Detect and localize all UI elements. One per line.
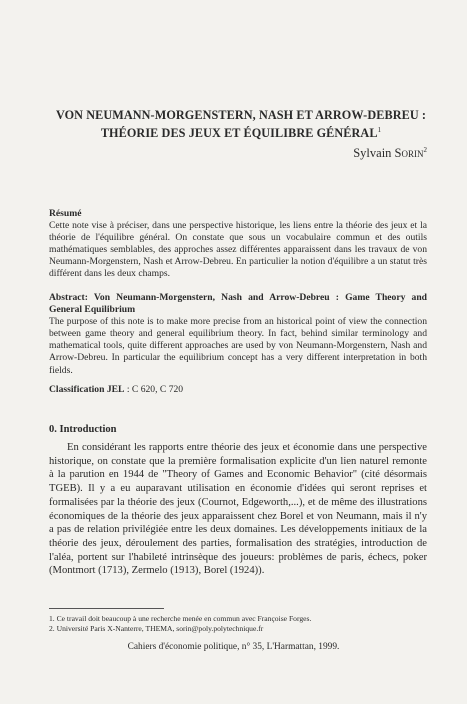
intro-paragraph: En considérant les rapports entre théorie des jeux et économie dans une perspective historique, on constate que la première formalisation explicite d'un lien naturel remonte à la parution en 1944 de "Theory of Games and Economic Behavior" (cité désormais TGEB). Il y a eu auparavant utilisation en économie d'idées qui seront reprises et formalisées par la théorie des jeux (Cournot, Edgeworth,...), et de même des illustrations économiques de la théorie des jeux apparaissent chez Borel et von Neumann, mais il n'y a pas de relation privilégiée entre les deux domaines. Les développements initiaux de la théorie des jeux, déroulement des parties, formalisation des stratégies, introduction de l'aléa, portent sur l'habileté intrinsèque des joueurs: problèmes de paris, échecs, poker (Montmort (1713), Zermelo (1913), Borel (1924)). (49, 442, 427, 577)
classification-line (49, 384, 427, 396)
footnote-1: 1. Ce travail doit beaucoup à une recherche menée en commun avec Françoise Forges. (49, 614, 312, 623)
resume-text: Cette note vise à préciser, dans une perspective historique, les liens entre la théorie des jeux et la théorie de l'équilibre général. On constate que sous un vocabulaire commun et des outils mathématiques semblables, des approches assez différentes apparaissent dans les travaux de von Neumann-Morgenstern, Nash et Arrow-Debreu. En particulier la notion d'équilibre a un statut très différent dans les deux champs. (49, 220, 427, 280)
footnote-rule (49, 608, 164, 609)
paper-title (40, 108, 442, 141)
author-last-name: Sorin (394, 146, 424, 160)
page-footer: Cahiers d'économie politique, n° 35, L'Harmattan, 1999. (127, 642, 340, 652)
author-first-name: Sylvain (353, 146, 392, 160)
classification-codes: : C 620, C 720 (126, 384, 184, 395)
title-footnote-mark: 1 (377, 126, 382, 134)
abstract-section (49, 292, 427, 377)
abstract-heading: Abstract: Von Neumann-Morgenstern, Nash and Arrow-Debreu : Game Theory and General Equilibrium (49, 292, 427, 316)
section-heading: 0. Introduction (49, 424, 117, 435)
title-line-1: VON NEUMANN-MORGENSTERN, NASH ET ARROW-DEBREU : (55, 108, 427, 122)
footnote-2: 2. Université Paris X-Nanterre, THEMA, sorin@poly.polytechnique.fr (49, 624, 264, 633)
resume-section (49, 208, 427, 281)
title-line-2 (40, 123, 442, 141)
resume-heading: Résumé (49, 208, 82, 219)
author-footnote-mark: 2 (423, 146, 427, 154)
author-name (353, 146, 427, 161)
classification-label: Classification JEL (49, 384, 125, 395)
title-line-2-text: THÉORIE DES JEUX ET ÉQUILIBRE GÉNÉRAL (100, 126, 378, 140)
abstract-text: The purpose of this note is to make more precise from an historical point of view the connection between game theory and general equilibrium theory. In fact, behind similar terminology and mathematical tools, quite different approaches are used by von Neumann-Morgenstern, Nash and Arrow-Debreu. In particular the equilibrium concept has a very different interpretation in both fields. (49, 316, 427, 376)
